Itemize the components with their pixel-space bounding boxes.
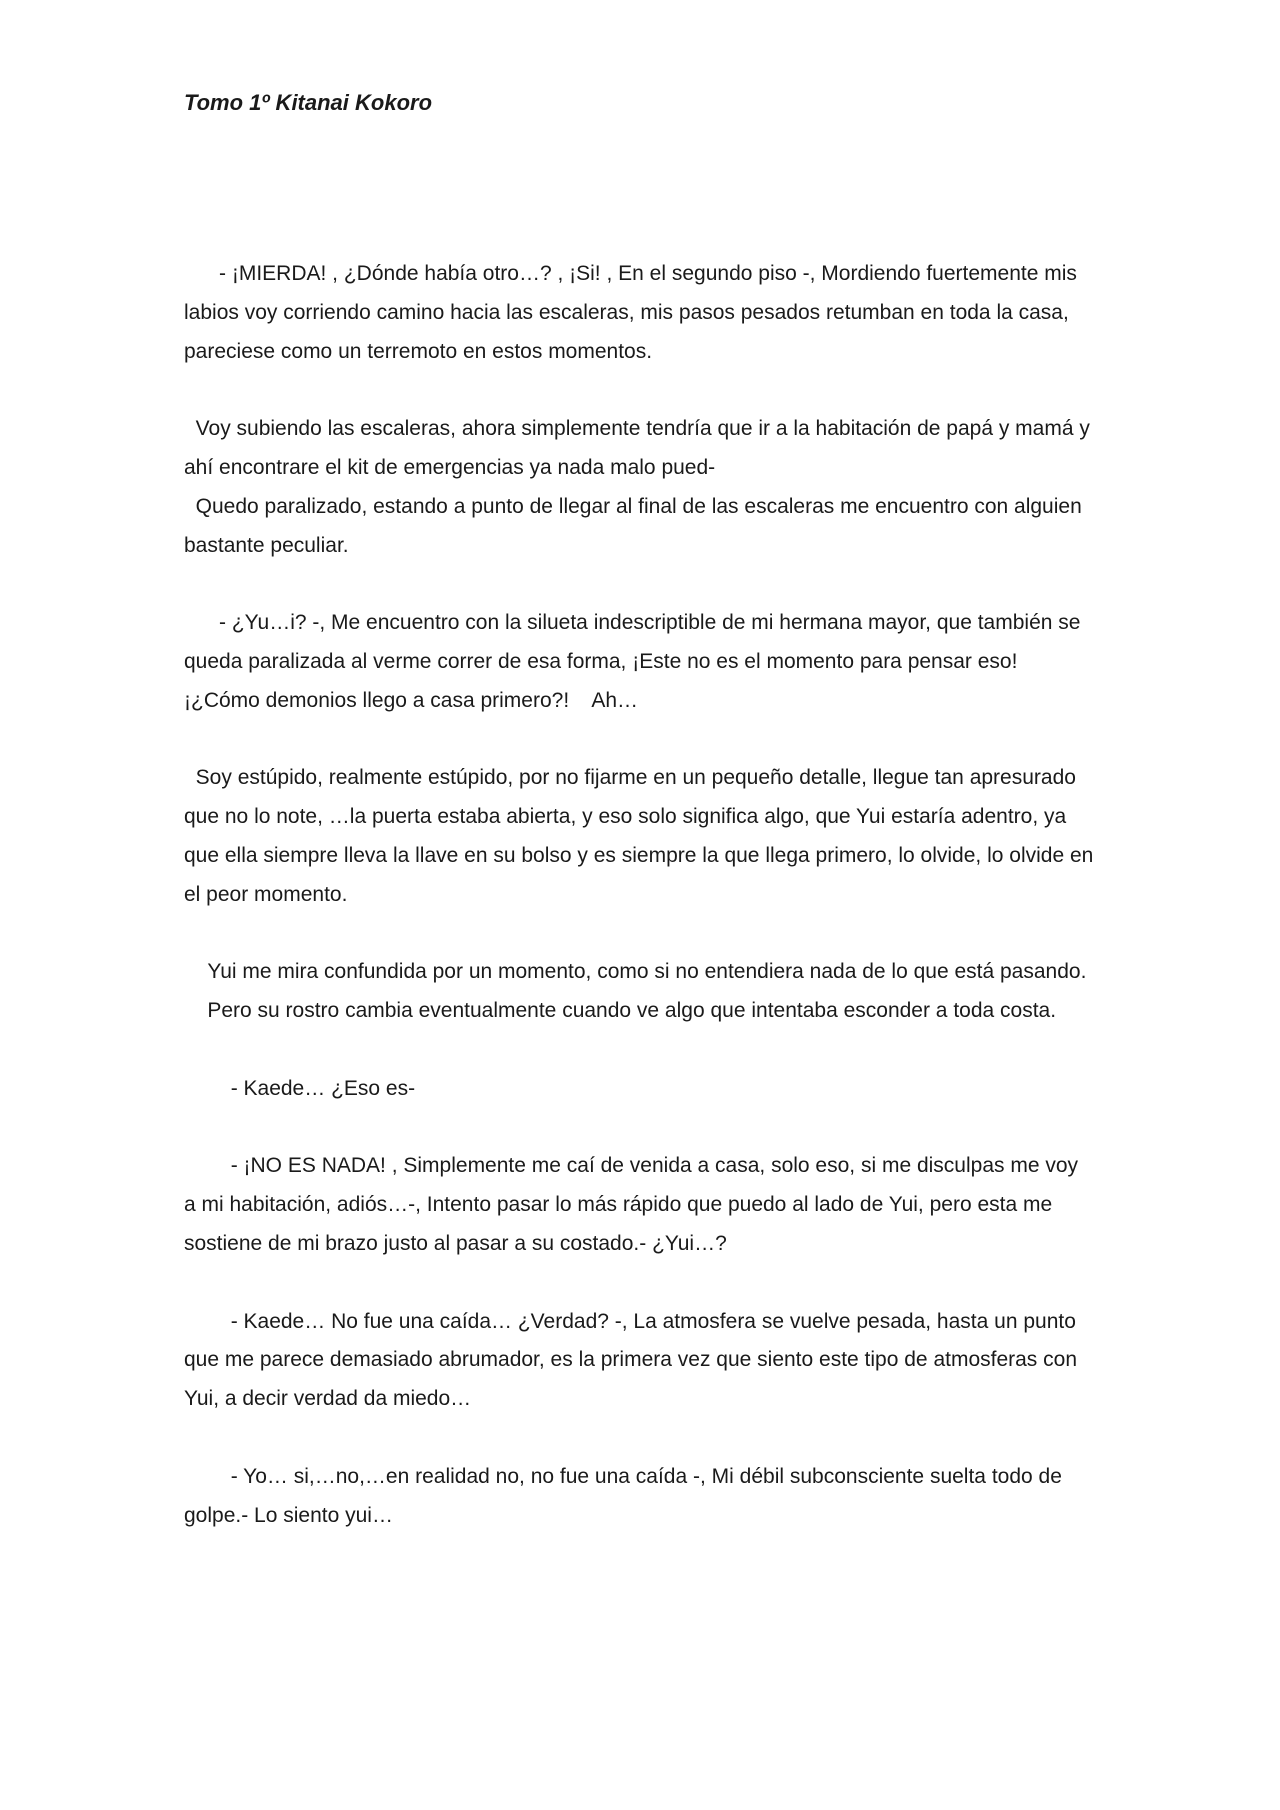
paragraph-gap <box>184 915 1094 954</box>
document-body <box>184 255 1100 1535</box>
paragraph-gap <box>184 371 1094 410</box>
paragraph-7: Pero su rostro cambia eventualmente cuando ve algo que intentaba esconder a toda costa. <box>184 999 1057 1023</box>
paragraph-10: - Kaede… No fue una caída… ¿Verdad? -, La atmosfera se vuelve pesada, hasta un punto que me parece demasiado abrumador, es la primera vez que siento este tipo de atmosferas con Yui, a decir verdad da miedo… <box>184 1309 1083 1411</box>
paragraph-gap <box>184 1031 1094 1070</box>
paragraph-gap <box>184 565 1094 604</box>
paragraph-gap <box>184 1264 1094 1303</box>
paragraph-9: - ¡NO ES NADA! , Simplemente me caí de venida a casa, solo eso, si me disculpas me voy a mi habitación, adiós…-, Intento pasar lo más rápido que puedo al lado de Yui, pero esta me sostiene de mi brazo justo al pasar a su costado.- ¿Yui…? <box>184 1154 1084 1255</box>
paragraph-5: Soy estúpido, realmente estúpido, por no fijarme en un pequeño detalle, llegue tan apresurado que no lo note, …la puerta estaba abierta, y eso solo significa algo, que Yui estaría adentro, ya que ella siempre lleva la llave en su bolso y es siempre la que llega primero, lo olvide, lo olvide en el peor momento. <box>184 766 1100 906</box>
paragraph-11: - Yo… si,…no,…en realidad no, no fue una caída -, Mi débil subconsciente suelta todo de golpe.- Lo siento yui… <box>184 1464 1068 1527</box>
paragraph-2: Voy subiendo las escaleras, ahora simplemente tendría que ir a la habitación de papá y mamá y ahí encontrare el kit de emergencias ya nada malo pued- <box>184 417 1096 479</box>
paragraph-gap <box>184 1109 1094 1148</box>
paragraph-8: - Kaede… ¿Eso es- <box>184 1076 416 1100</box>
paragraph-3: Quedo paralizado, estando a punto de llegar al final de las escaleras me encuentro con alguien bastante peculiar. <box>184 494 1088 557</box>
paragraph-6: Yui me mira confundida por un momento, como si no entendiera nada de lo que está pasando. <box>184 960 1087 984</box>
paragraph-1: - ¡MIERDA! , ¿Dónde había otro…? , ¡Si! , En el segundo piso -, Mordiendo fuertemente mis labios voy corriendo camino hacia las escaleras, mis pasos pesados retumban en toda la casa, pareciese como un terremoto en estos momentos. <box>184 262 1083 363</box>
paragraph-4: - ¿Yu…i? -, Me encuentro con la silueta indescriptible de mi hermana mayor, que también se queda paralizada al verme correr de esa forma, ¡Este no es el momento para pensar eso! ¡¿Cómo demonios llego a casa primero?! Ah… <box>184 611 1087 712</box>
paragraph-gap <box>184 721 1094 760</box>
paragraph-gap <box>184 1419 1094 1458</box>
document-title: Tomo 1º Kitanai Kokoro <box>184 90 433 115</box>
